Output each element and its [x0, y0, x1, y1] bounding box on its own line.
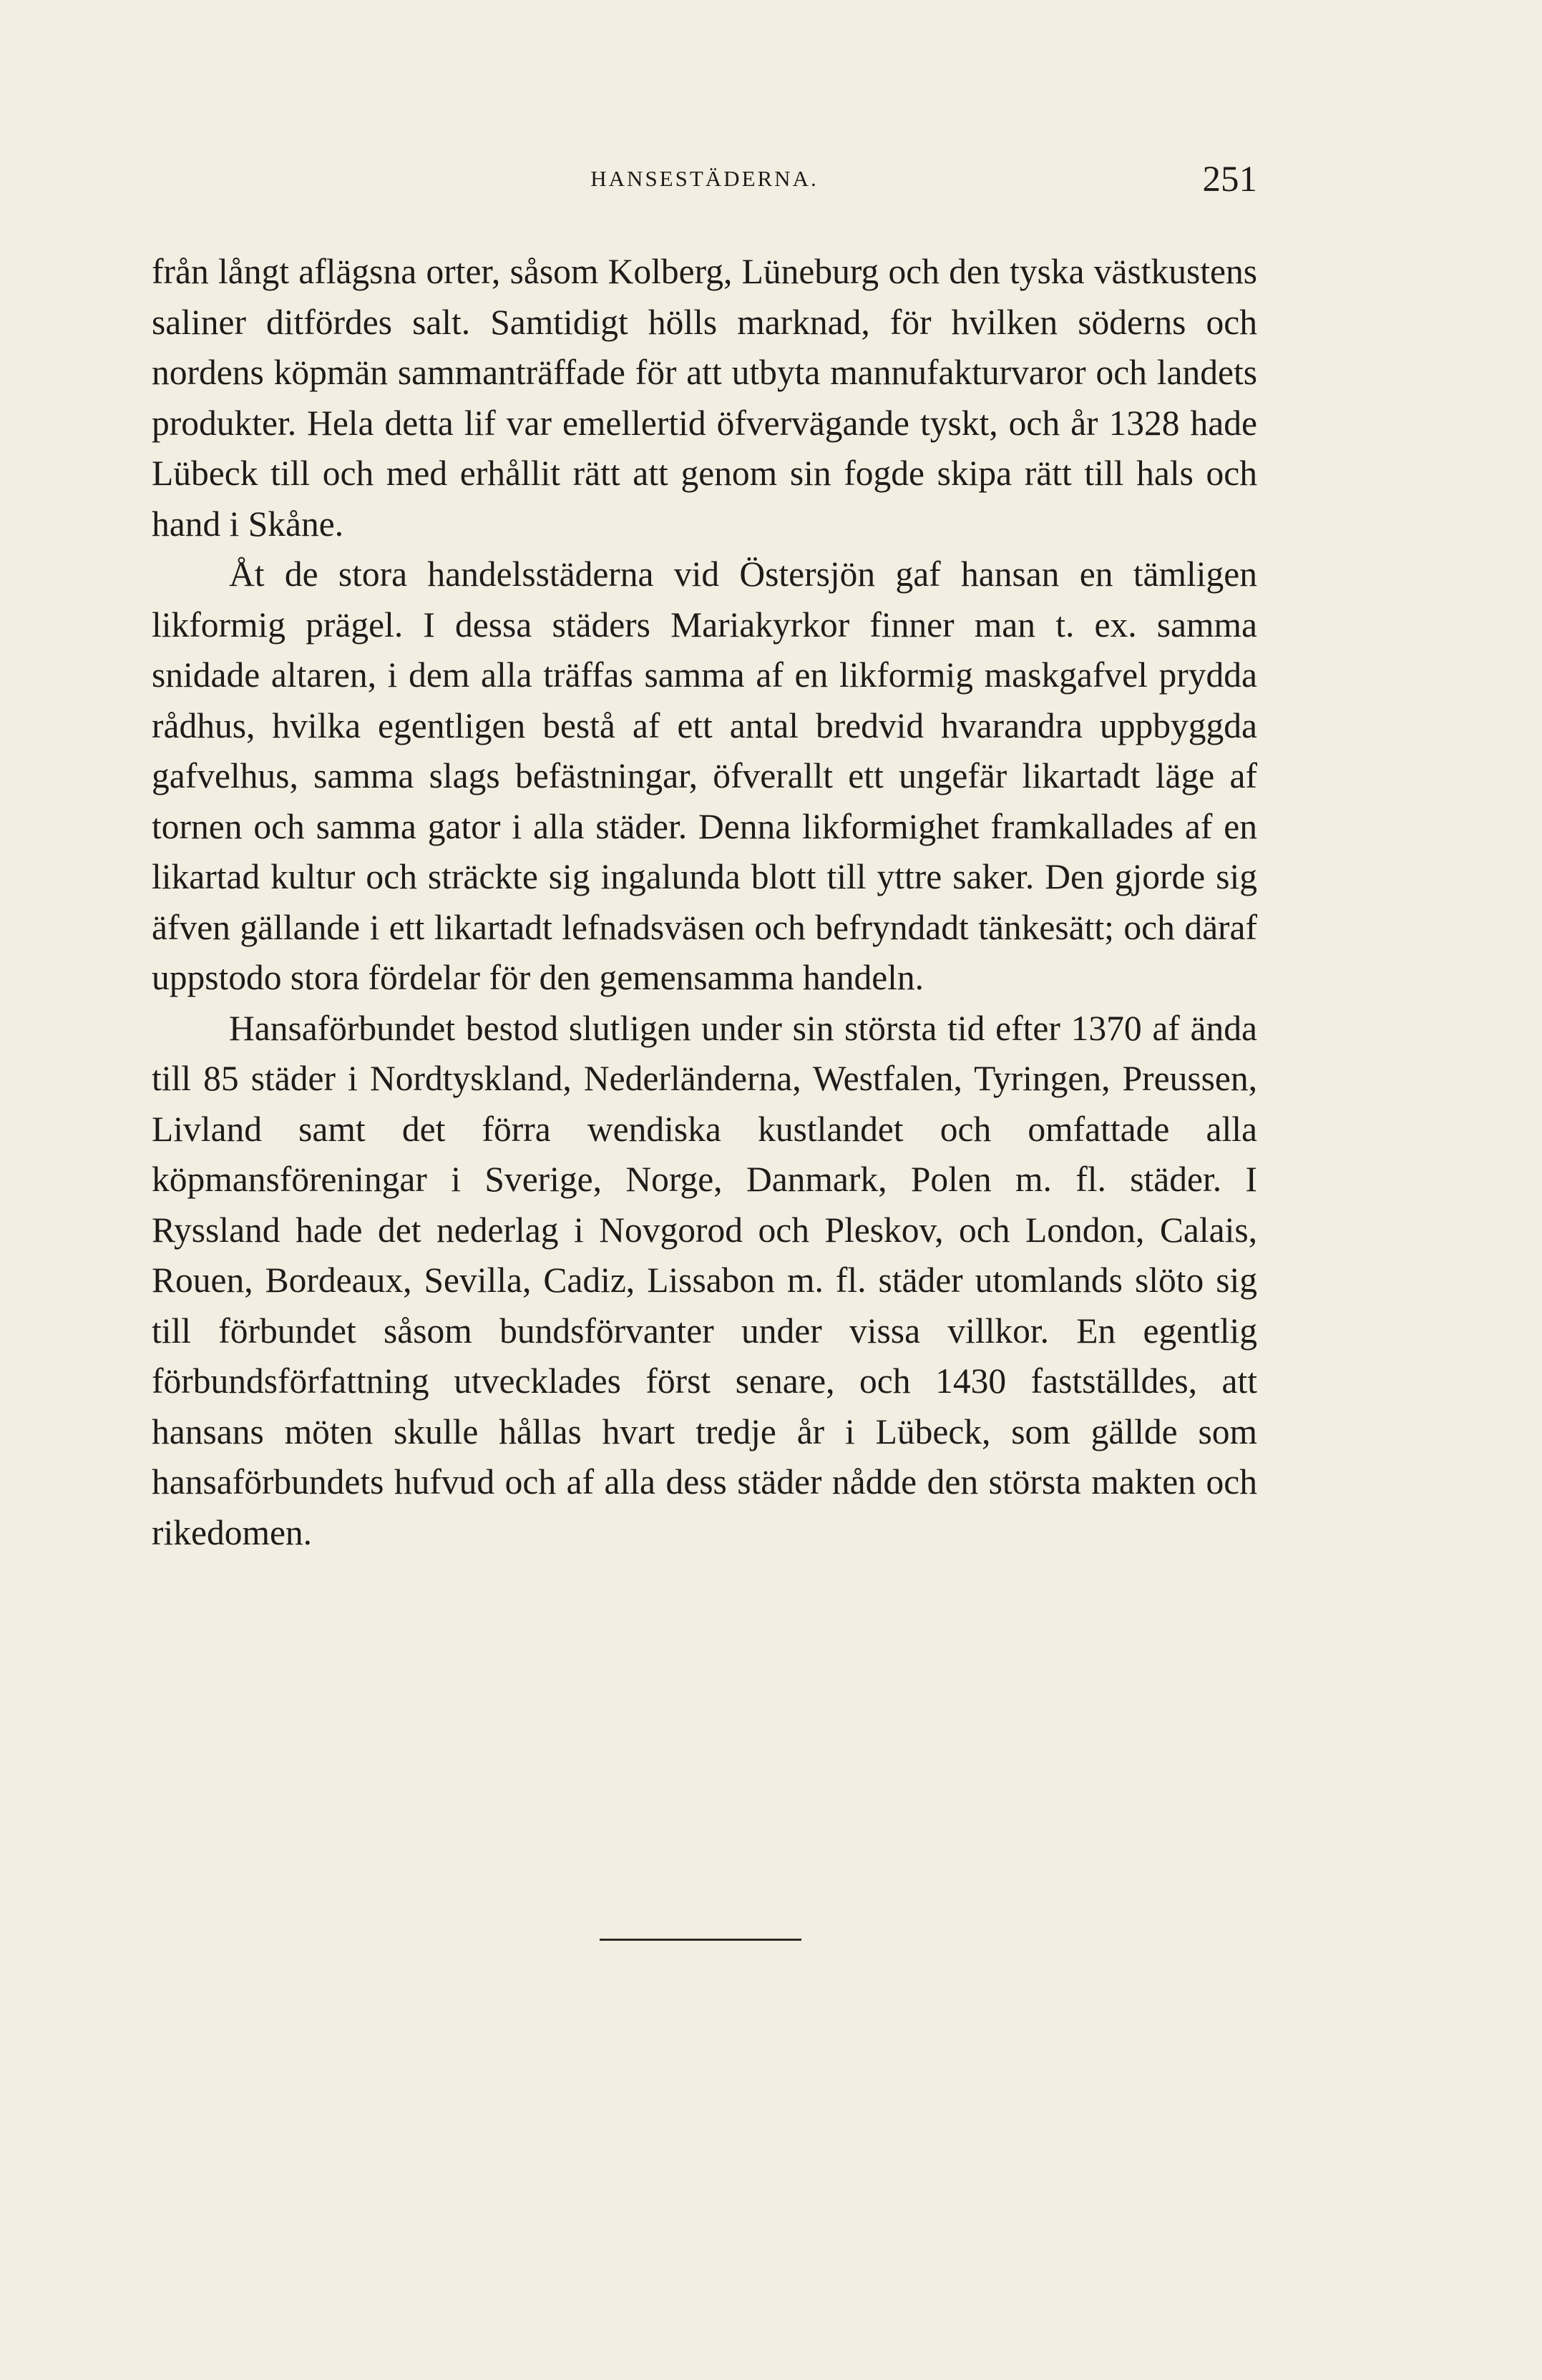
paragraph-continuation: från långt aflägsna orter, såsom Kolberg, Lüneburg och den tyska västkustens saliner ditfördes salt. Samtidigt hölls marknad, för hvilken söderns och nordens köpmän sammanträffade för att utbyta mannufakturvaror och landets produkter. Hela detta lif var emellertid öfvervägande tyskt, och år 1328 hade Lübeck till och med erhållit rätt att genom sin fogde skipa rätt till hals och hand i Skåne. [152, 252, 1257, 544]
paragraph-hansan-pragel: Åt de stora handelsstäderna vid Östersjön gaf hansan en tämligen likformig prägel. I dessa städers Mariakyrkor finner man t. ex. samma snidade altaren, i dem alla träffas samma af en likformig maskgafvel prydda rådhus, hvilka egentligen bestå af ett antal bredvid hvarandra uppbyggda gafvelhus, samma slags befästningar, öfverallt ett ungefär likartadt läge af tornen och samma gator i alla städer. Denna likformighet framkallades af en likartad kultur och sträckte sig ingalunda blott till yttre saker. Den gjorde sig äfven gällande i ett likartadt lefnadsväsen och befryndadt tänkesätt; och däraf uppstodo stora fördelar för den gemensamma handeln. [152, 554, 1257, 997]
page-number: 251 [1202, 160, 1257, 200]
body-text [152, 247, 1257, 1558]
section-end-rule [600, 1939, 801, 1941]
page-header [152, 159, 1257, 209]
paragraph-hansaforbundet: Hansaförbundet bestod slutligen under sin största tid efter 1370 af ända till 85 städer i Nordtyskland, Nederländerna, Westfalen, Tyringen, Preussen, Livland samt det förra wendiska kustlandet och omfattade alla köpmansföreningar i Sverige, Norge, Danmark, Polen m. fl. städer. I Ryssland hade det nederlag i Novgorod och Pleskov, och London, Calais, Rouen, Bordeaux, Sevilla, Cadiz, Lissabon m. fl. städer utomlands slöto sig till förbundet såsom bundsförvanter under vissa villkor. En egentlig förbundsförfattning utvecklades först senare, och 1430 fastställdes, att hansans möten skulle hållas hvart tredje år i Lübeck, som gällde som hansaförbundets hufvud och af alla dess städer nådde den största makten och rikedomen. [152, 1008, 1257, 1552]
running-title: HANSESTÄDERNA. [590, 166, 819, 191]
